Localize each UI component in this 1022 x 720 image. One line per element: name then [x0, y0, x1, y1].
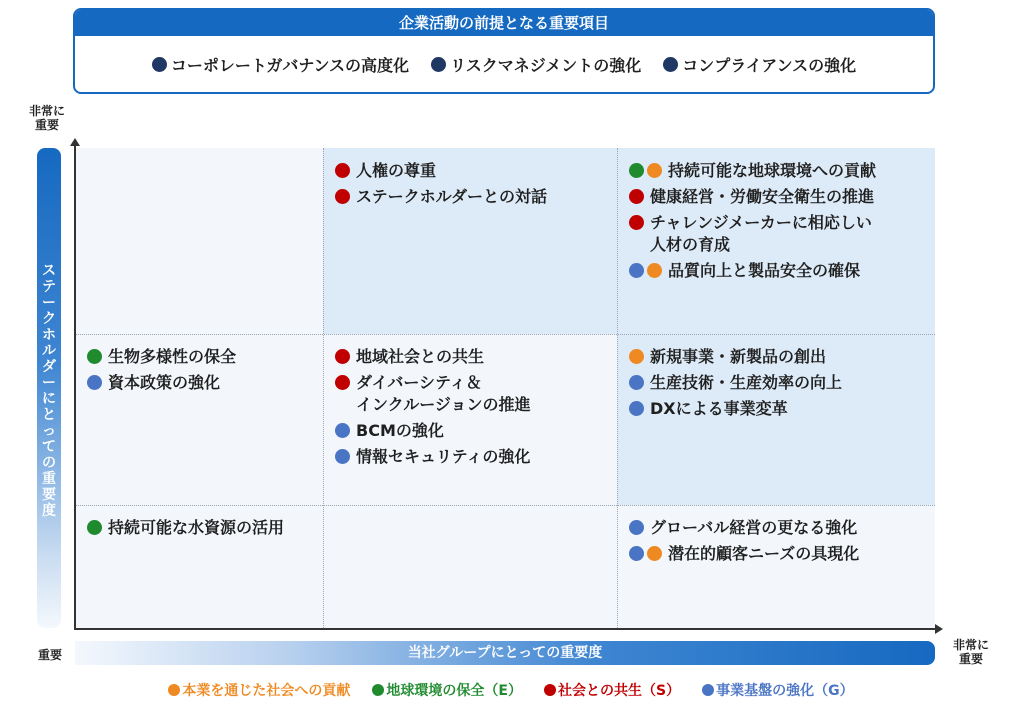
legend-item: [372, 680, 522, 700]
materiality-item-label: 情報セキュリティの強化: [356, 447, 531, 466]
materiality-item: [335, 420, 617, 442]
materiality-item-label: 生産技術・生産効率の向上: [650, 373, 843, 392]
materiality-item-label: 品質向上と製品安全の確保: [668, 261, 861, 280]
category-markers: [335, 346, 350, 364]
category-markers: [335, 446, 350, 464]
materiality-item: [629, 517, 935, 539]
materiality-item-label: 地域社会との共生: [356, 347, 485, 366]
governance-dot-icon: [702, 684, 714, 696]
legend-label: 地球環境の保全（E）: [386, 683, 522, 699]
materiality-item: [335, 160, 617, 182]
category-markers: [87, 372, 102, 390]
arrow-up-icon: [70, 138, 80, 146]
materiality-item-label: ダイバーシティ＆ インクルージョンの推進: [356, 373, 531, 414]
materiality-item: [335, 372, 617, 416]
materiality-item-label: グローバル経営の更なる強化: [650, 518, 858, 537]
y-axis-bar: [37, 148, 61, 628]
environment-dot-icon: [372, 684, 384, 696]
legend-item: [702, 680, 854, 700]
social-dot-icon: [544, 684, 556, 696]
materiality-item-label: 人権の尊重: [356, 161, 437, 180]
cell-bot-right: [617, 505, 935, 628]
premise-item: コンプライアンスの強化: [663, 53, 856, 76]
bullet-icon: [152, 57, 167, 72]
cell-top-mid: [323, 148, 617, 334]
grid-divider: [617, 148, 618, 628]
materiality-item-label: 資本政策の強化: [108, 373, 221, 392]
arrow-right-icon: [935, 624, 943, 634]
materiality-item: [629, 372, 935, 394]
materiality-item-label: BCMの強化: [356, 421, 444, 440]
materiality-matrix: [75, 148, 935, 628]
cell-mid-right: [617, 334, 935, 505]
cell-top-left: [75, 148, 323, 334]
materiality-item: [87, 346, 323, 368]
category-markers: [335, 160, 350, 178]
environment-dot-icon: [87, 349, 102, 364]
premise-item: コーポレートガバナンスの高度化: [152, 53, 409, 76]
core-business-dot-icon: [168, 684, 180, 696]
y-axis-top-label: 非常に 重要: [28, 104, 65, 132]
category-markers: [335, 372, 350, 390]
materiality-item-label: 持続可能な水資源の活用: [108, 518, 285, 537]
core-business-dot-icon: [647, 546, 662, 561]
materiality-item: [629, 186, 935, 208]
grid-divider: [323, 148, 324, 628]
materiality-item-label: 潜在的顧客ニーズの具現化: [668, 544, 860, 563]
governance-dot-icon: [629, 546, 644, 561]
premise-box: [73, 8, 935, 94]
materiality-item-label: DXによる事業変革: [650, 399, 788, 418]
bullet-icon: [431, 57, 446, 72]
cell-top-right: [617, 148, 935, 334]
category-markers: [629, 260, 662, 278]
legend-item: [544, 680, 680, 700]
legend-label: 社会との共生（S）: [557, 683, 681, 699]
core-business-dot-icon: [629, 349, 644, 364]
governance-dot-icon: [335, 423, 350, 438]
governance-dot-icon: [87, 375, 102, 390]
social-dot-icon: [629, 215, 644, 230]
social-dot-icon: [335, 189, 350, 204]
category-markers: [629, 212, 644, 230]
materiality-item: [335, 446, 617, 468]
cell-bot-left: [75, 505, 323, 628]
x-axis-right-label: 非常に 重要: [952, 638, 989, 666]
x-axis-label: 当社グループにとっての重要度: [407, 645, 603, 661]
materiality-item: [629, 160, 935, 182]
social-dot-icon: [629, 189, 644, 204]
category-markers: [335, 186, 350, 204]
materiality-item: [335, 186, 617, 208]
category-markers: [87, 517, 102, 535]
y-axis-line: [74, 143, 76, 630]
materiality-item: [629, 543, 935, 565]
core-business-dot-icon: [647, 163, 662, 178]
governance-dot-icon: [629, 520, 644, 535]
environment-dot-icon: [629, 163, 644, 178]
environment-dot-icon: [87, 520, 102, 535]
cell-mid-mid: [323, 334, 617, 505]
category-markers: [87, 346, 102, 364]
category-markers: [629, 186, 644, 204]
governance-dot-icon: [629, 375, 644, 390]
category-markers: [629, 372, 644, 390]
x-axis-bar: [75, 641, 935, 665]
materiality-item: [629, 346, 935, 368]
governance-dot-icon: [629, 401, 644, 416]
social-dot-icon: [335, 349, 350, 364]
materiality-item-label: 新規事業・新製品の創出: [650, 347, 827, 366]
category-markers: [335, 420, 350, 438]
legend-label: 本業を通じた社会への貢献: [182, 683, 351, 699]
category-markers: [629, 346, 644, 364]
legend-item: [168, 680, 350, 700]
materiality-item-label: 生物多様性の保全: [108, 347, 237, 366]
grid-divider: [75, 505, 935, 506]
social-dot-icon: [335, 163, 350, 178]
legend: [0, 680, 1022, 700]
bullet-icon: [663, 57, 678, 72]
cell-mid-left: [75, 334, 323, 505]
materiality-item-label: チャレンジメーカーに相応しい 人材の育成: [650, 213, 872, 254]
origin-label: 重要: [37, 648, 62, 662]
premise-item: リスクマネジメントの強化: [431, 53, 641, 76]
category-markers: [629, 160, 662, 178]
premise-title: 企業活動の前提となる重要項目: [75, 10, 933, 36]
social-dot-icon: [335, 375, 350, 390]
materiality-item: [87, 372, 323, 394]
category-markers: [629, 543, 662, 561]
y-axis-label: ステークホルダーにとっての重要度: [42, 263, 56, 519]
materiality-item: [629, 212, 935, 256]
materiality-item: [87, 517, 323, 539]
governance-dot-icon: [629, 263, 644, 278]
materiality-item-label: ステークホルダーとの対話: [356, 187, 548, 206]
materiality-item: [629, 260, 935, 282]
materiality-item-label: 持続可能な地球環境への貢献: [668, 161, 877, 180]
materiality-item: [335, 346, 617, 368]
core-business-dot-icon: [647, 263, 662, 278]
x-axis-line: [74, 628, 936, 630]
grid-divider: [75, 334, 935, 335]
governance-dot-icon: [335, 449, 350, 464]
materiality-item: [629, 398, 935, 420]
category-markers: [629, 517, 644, 535]
category-markers: [629, 398, 644, 416]
cell-bot-mid: [323, 505, 617, 628]
materiality-item-label: 健康経営・労働安全衛生の推進: [650, 187, 875, 206]
legend-label: 事業基盤の強化（G）: [716, 683, 854, 699]
premise-items: [75, 53, 933, 76]
